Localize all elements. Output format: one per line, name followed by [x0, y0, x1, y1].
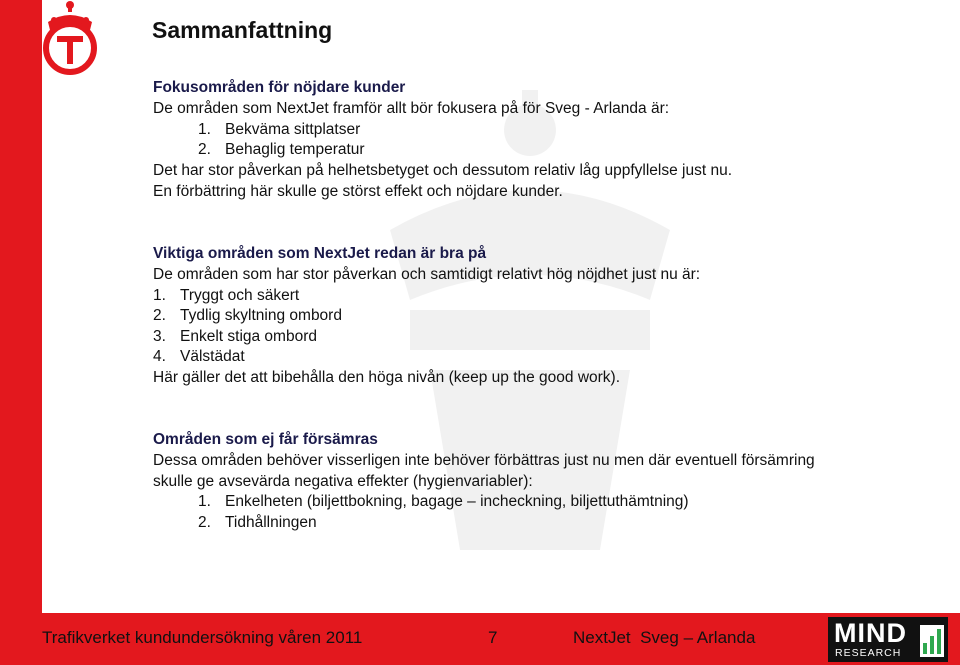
logo-word: MIND — [834, 618, 907, 648]
list-item — [153, 306, 342, 326]
list-item — [153, 347, 245, 367]
footer-survey-label: Trafikverket kundundersökning våren 2011 — [42, 628, 363, 647]
list-number: 2. — [198, 514, 211, 531]
logo-subtitle: RESEARCH — [835, 647, 902, 659]
section-heading-maintain: Områden som ej får försämras — [153, 431, 378, 448]
list-text: Tidhållningen — [225, 514, 317, 531]
list-item — [153, 286, 299, 306]
page-title: Sammanfattning — [152, 17, 333, 43]
list-text: Behaglig temperatur — [225, 141, 365, 158]
footer-route: Sveg – Arlanda — [640, 628, 756, 647]
list-item — [153, 327, 317, 347]
footer-page-number: 7 — [488, 628, 498, 647]
body-text: Det har stor påverkan på helhetsbetyget och dessutom relativ låg uppfyllelse just nu. — [153, 162, 732, 179]
list-number: 3. — [153, 328, 166, 345]
list-text: Enkelt stiga ombord — [180, 328, 317, 345]
trafikverket-crown-icon — [40, 0, 100, 78]
section-intro: skulle ge avsevärda negativa effekter (hygienvariabler): — [153, 473, 533, 490]
body-text: Här gäller det att bibehålla den höga nivån (keep up the good work). — [153, 369, 621, 386]
body-text: En förbättring här skulle ge störst effekt och nöjdare kunder. — [153, 183, 563, 200]
list-item — [153, 120, 360, 140]
list-number: 1. — [153, 287, 166, 304]
section-heading-focus: Fokusområden för nöjdare kunder — [153, 79, 406, 96]
mind-research-logo — [828, 617, 948, 662]
left-accent-bar — [0, 0, 42, 613]
list-text: Tydlig skyltning ombord — [180, 307, 342, 324]
list-text: Tryggt och säkert — [180, 287, 300, 304]
list-number: 2. — [153, 307, 166, 324]
section-intro: De områden som NextJet framför allt bör fokusera på för Sveg - Arlanda är: — [153, 100, 670, 117]
list-number: 1. — [198, 493, 211, 510]
list-text: Välstädat — [180, 348, 245, 365]
list-number: 1. — [198, 121, 211, 138]
list-item — [153, 513, 317, 533]
list-text: Enkelheten (biljettbokning, bagage – incheckning, biljettuthämtning) — [225, 493, 689, 510]
section-intro: De områden som har stor påverkan och samtidigt relativt hög nöjdhet just nu är: — [153, 266, 701, 283]
footer-route-label — [573, 628, 755, 648]
section-heading-strengths: Viktiga områden som NextJet redan är bra på — [153, 245, 487, 262]
list-number: 2. — [198, 141, 211, 158]
list-item — [153, 492, 689, 512]
list-text: Bekväma sittplatser — [225, 121, 361, 138]
bar-chart-icon — [920, 625, 944, 657]
section-intro: Dessa områden behöver visserligen inte behöver förbättras just nu men där eventuell försämring — [153, 452, 815, 469]
footer-operator: NextJet — [573, 628, 631, 647]
list-item — [153, 140, 365, 160]
list-number: 4. — [153, 348, 166, 365]
